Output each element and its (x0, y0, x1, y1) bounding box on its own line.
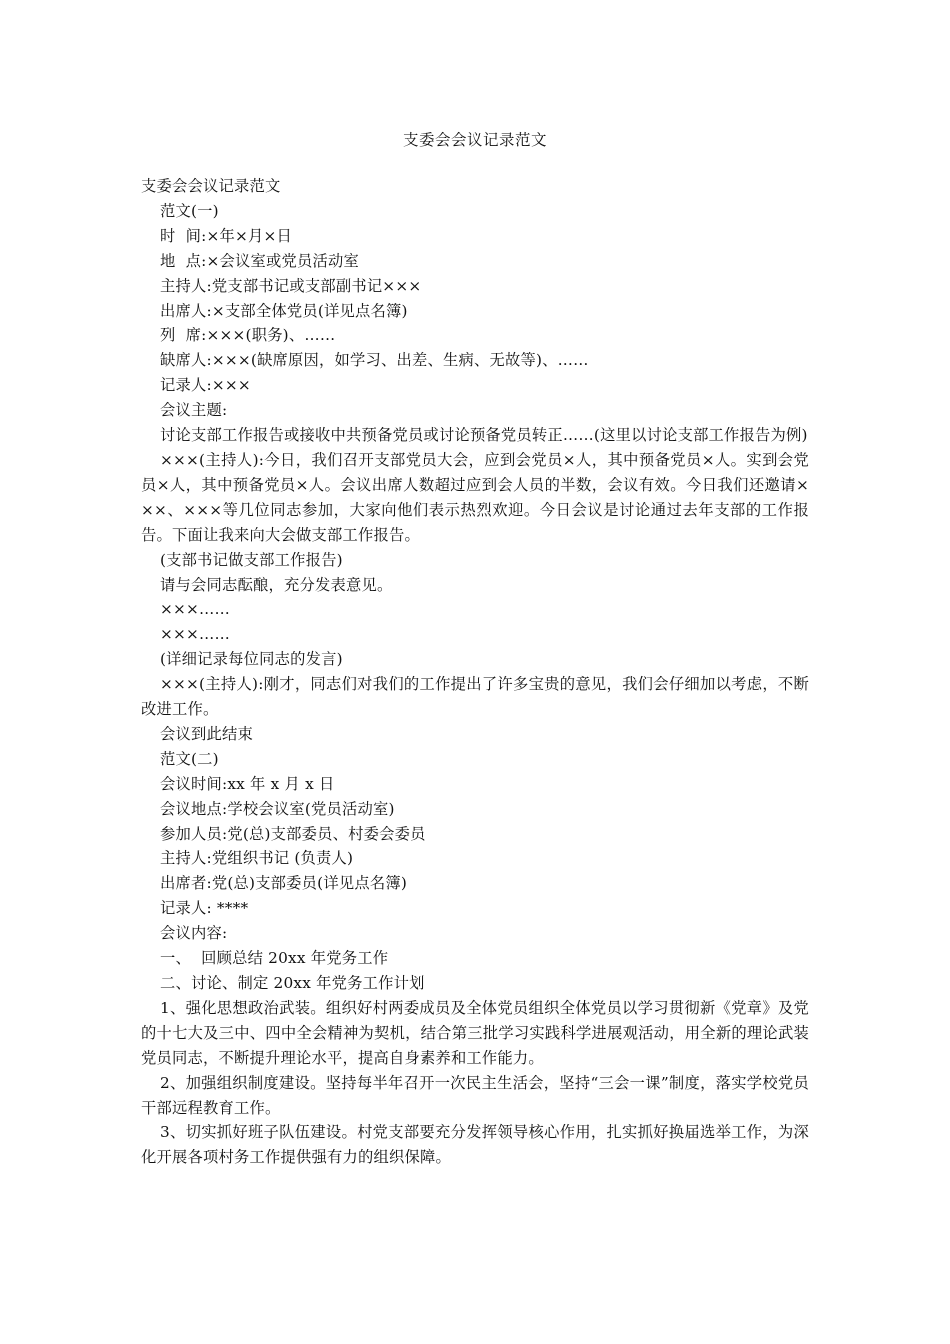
section-label-1: 范文(一) (160, 201, 219, 220)
meeting-recorder: 记录人:××× (160, 376, 251, 395)
agenda-item-1: 一、 回顾总结 20xx 年党务工作 (160, 949, 389, 968)
document-body (141, 174, 809, 1170)
host-closing-remarks: ×××(主持人):刚才，同志们对我们的工作提出了许多宝贵的意见，我们会仔细加以考虑，不断改进工作。 (141, 675, 809, 719)
speaker-line-2: ×××…… (160, 625, 231, 644)
meeting-topic: 讨论支部工作报告或接收中共预备党员或讨论预备党员转正……(这里以讨论支部工作报告为例) (160, 426, 808, 445)
meeting-end: 会议到此结束 (160, 724, 253, 743)
report-note: (支部书记做支部工作报告) (160, 550, 343, 569)
meeting-absentees: 缺席人:×××(缺席原因，如学习、出差、生病、无故等)、…… (160, 351, 589, 370)
meeting-place-2: 会议地点:学校会议室(党员活动室) (160, 799, 395, 818)
meeting-content-label: 会议内容: (160, 924, 228, 943)
host-opening-remarks: ×××(主持人):今日，我们召开支部党员大会，应到会党员×人，其中预备党员×人。实到会党员×人，其中预备党员×人。会议出席人数超过应到会人员的半数，会议有效。今日我们还邀请×××、×××等几位同志参加，大家向他们表示热烈欢迎。今日会议是讨论通过去年支部的工作报告。下面让我来向大会做支部工作报告。 (141, 450, 809, 544)
discussion-invite: 请与会同志酝酿，充分发表意见。 (160, 575, 393, 594)
document-title: 支委会会议记录范文 (402, 131, 547, 149)
meeting-host-2: 主持人:党组织书记 (负责人) (160, 849, 354, 868)
meeting-recorder-2: 记录人: **** (160, 899, 249, 918)
plan-item-1: 1、强化思想政治武装。组织好村两委成员及全体党员组织全体党员以学习贯彻新《党章》及党的十七大及三中、四中全会精神为契机，结合第三批学习实践科学进展观活动，用全新的理论武装党员同志，不断提升理论水平，提高自身素养和工作能力。 (141, 998, 809, 1067)
meeting-observers: 列 席:×××(职务)、…… (160, 326, 336, 345)
meeting-topic-label: 会议主题: (160, 401, 228, 420)
meeting-time-2: 会议时间:xx 年 x 月 x 日 (160, 774, 335, 793)
speaker-line-1: ×××…… (160, 600, 231, 619)
agenda-item-2: 二、讨论、制定 20xx 年党务工作计划 (160, 974, 425, 992)
participants-2: 参加人员:党(总)支部委员、村委会委员 (160, 824, 426, 843)
meeting-host: 主持人:党支部书记或支部副书记××× (160, 276, 422, 295)
meeting-place: 地 点:×会议室或党员活动室 (160, 251, 359, 270)
record-note: (详细记录每位同志的发言) (160, 650, 343, 669)
meeting-time: 时 间:×年×月×日 (160, 226, 293, 245)
meeting-attendees: 出席人:×支部全体党员(详见点名簿) (160, 301, 408, 320)
meeting-attendees-2: 出席者:党(总)支部委员(详见点名簿) (160, 874, 407, 893)
plan-item-3: 3、切实抓好班子队伍建设。村党支部要充分发挥领导核心作用，扎实抓好换届选举工作，为深化开展各项村务工作提供强有力的组织保障。 (141, 1123, 809, 1167)
plan-item-2: 2、加强组织制度建设。坚持每半年召开一次民主生活会，坚持“三会一课”制度，落实学校党员干部远程教育工作。 (141, 1073, 809, 1117)
body-heading: 支委会会议记录范文 (141, 177, 281, 195)
section-label-2: 范文(二) (160, 749, 219, 768)
